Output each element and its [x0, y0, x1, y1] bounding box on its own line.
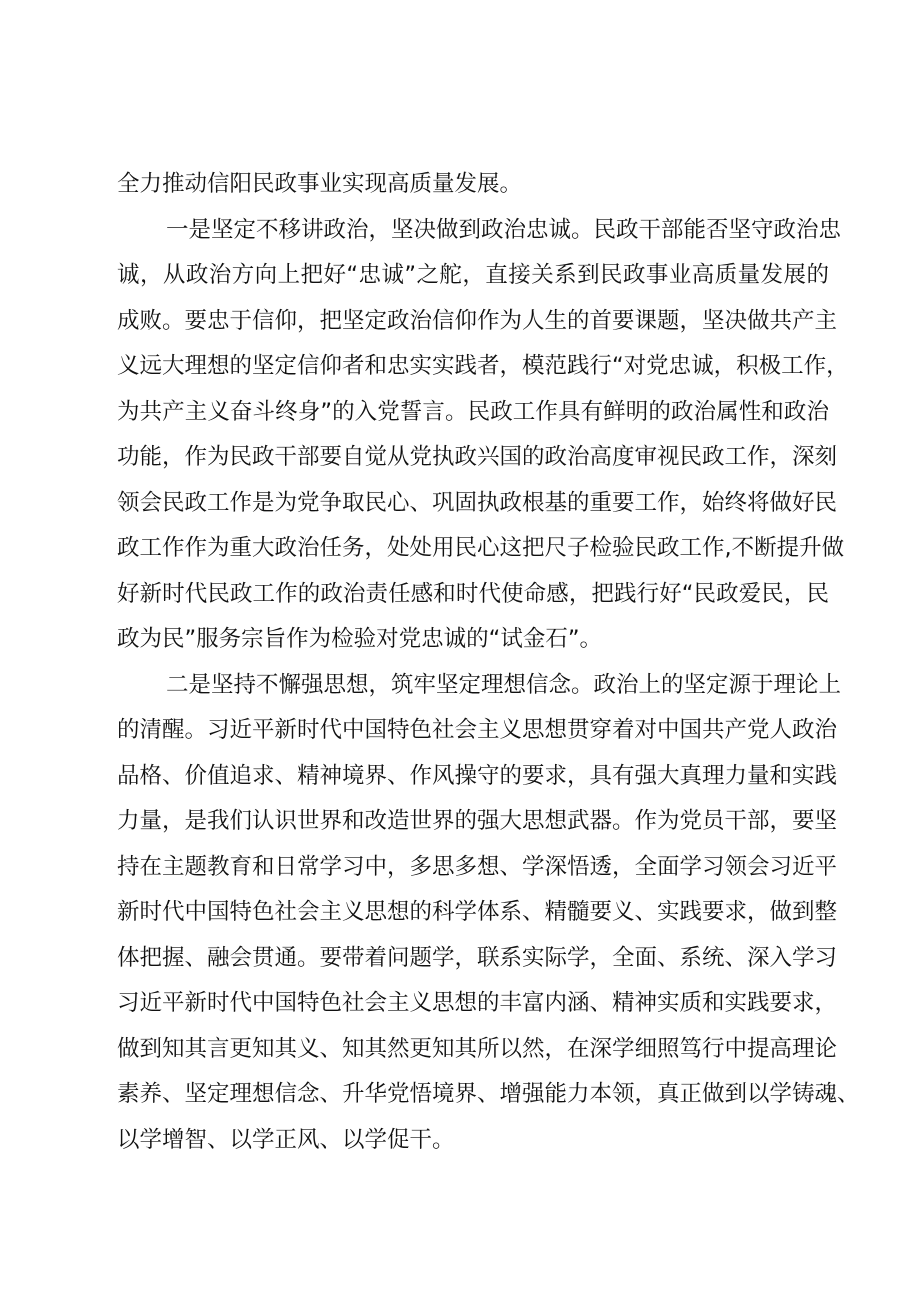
paragraph-first-line: 二是坚持不懈强思想，筑牢坚定理想信念。政治上的坚定源于理论上	[166, 671, 842, 698]
text-line: 好新时代民政工作的政治责任感和时代使命感，把践行好“民政爱民，民	[117, 580, 829, 607]
text-line: 领会民政工作是为党争取民心、巩固执政根基的重要工作，始终将做好民	[117, 489, 838, 516]
text-line: 力量，是我们认识世界和改造世界的强大思想武器。作为党员干部，要坚	[117, 808, 838, 834]
text-line: 做到知其言更知其义、知其然更知其所以然，在深学细照笃行中提高理论	[117, 1035, 838, 1062]
text-line: 以学增智、以学正风、以学促干。	[117, 1126, 455, 1153]
paragraph-first-line: 一是坚定不移讲政治，坚决做到政治忠诚。民政干部能否坚守政治忠	[166, 216, 842, 243]
text-line: 为共产主义奋斗终身”的入党誓言。民政工作具有鲜明的政治属性和政治	[117, 398, 829, 425]
text-line: 持在主题教育和日常学习中，多思多想、学深悟透，全面学习领会习近平	[117, 853, 838, 880]
text-line: 品格、价值追求、精神境界、作风操守的要求，具有强大真理力量和实践	[117, 762, 838, 789]
text-line: 新时代中国特色社会主义思想的科学体系、精髓要义、实践要求，做到整	[117, 899, 838, 925]
text-line: 政工作作为重大政治任务，处处用民心这把尺子检验民政工作,不断提升做	[117, 535, 845, 561]
text-line: 习近平新时代中国特色社会主义思想的丰富内涵、精神实质和实践要求，	[117, 990, 838, 1016]
document-body	[117, 162, 860, 1163]
text-line: 义远大理想的坚定信仰者和忠实实践者，模范践行“对党忠诚，积极工作，	[117, 353, 849, 379]
text-line: 功能，作为民政干部要自觉从党执政兴国的政治高度审视民政工作，深刻	[117, 444, 838, 470]
text-line: 体把握、融会贯通。要带着问题学，联系实际学，全面、系统、深入学习	[117, 944, 838, 971]
text-line: 诚，从政治方向上把好“忠诚”之舵，直接关系到民政事业高质量发展的	[117, 262, 829, 288]
text-line: 成败。要忠于信仰，把坚定政治信仰作为人生的首要课题，坚决做共产主	[117, 307, 838, 334]
text-line: 全力推动信阳民政事业实现高质量发展。	[117, 171, 523, 197]
text-line: 政为民”服务宗旨作为检验对党忠诚的“试金石”。	[117, 626, 602, 652]
text-line: 素养、坚定理想信念、升华党悟境界、增强能力本领，真正做到以学铸魂、	[117, 1081, 860, 1107]
text-line: 的清醒。习近平新时代中国特色社会主义思想贯穿着对中国共产党人政治	[117, 717, 838, 743]
